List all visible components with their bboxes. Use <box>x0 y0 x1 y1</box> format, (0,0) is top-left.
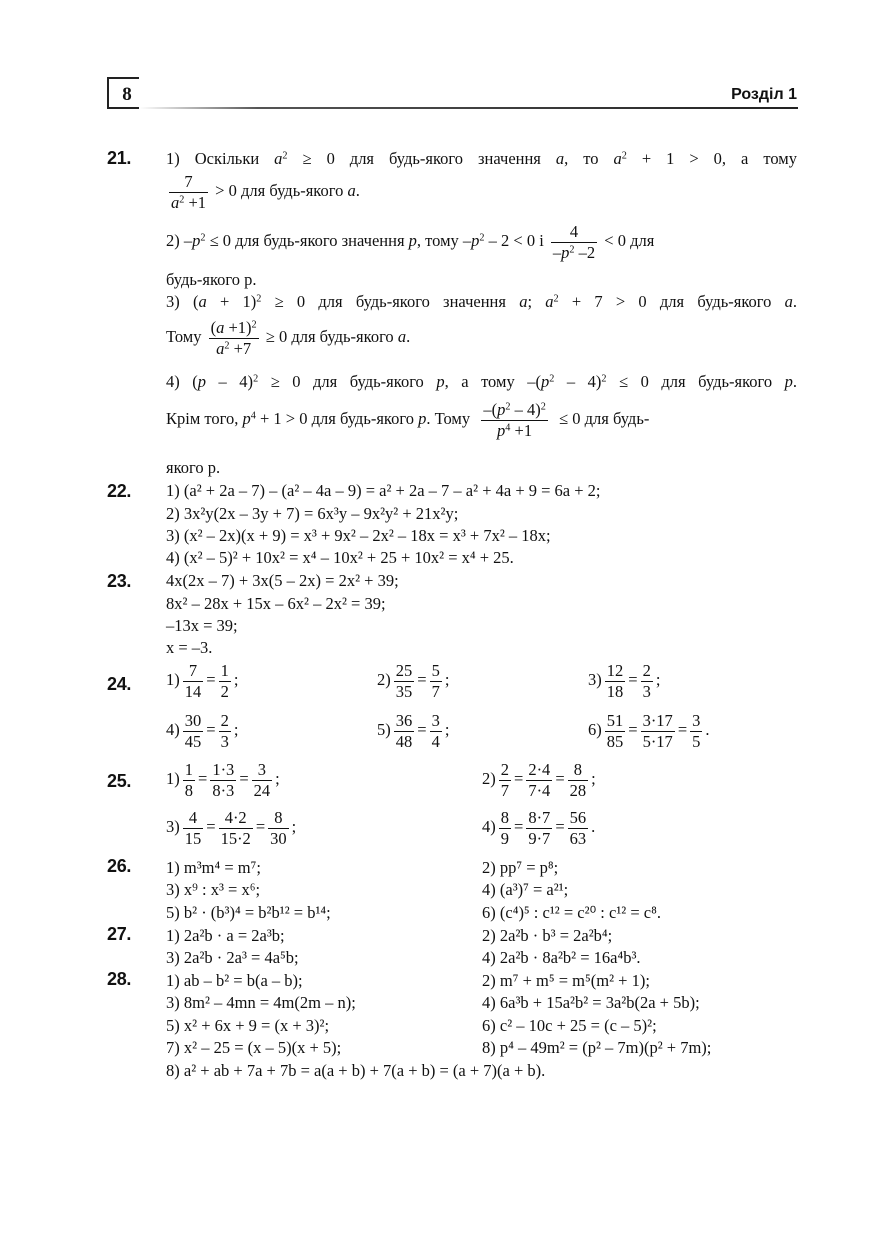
p24-item: 6) $\frac{51}{85}$ = $\frac{3\cdot 17}{5\cdot 17}$ = $\frac{3}{5}$ . <box>588 711 710 751</box>
problem-number: 27. <box>107 924 132 944</box>
p22-line: 4) (x² – 5)² + 10x² = x⁴ – 10x² + 25 + 10x² = x⁴ + 25. <box>166 548 514 567</box>
p28-item: 3) 8m² – 4mn = 4m(2m – n); <box>166 993 356 1012</box>
p21-line-1-fraction: $\frac{7}{a^2 +1}$ > 0 для будь-якого a. <box>171 172 360 212</box>
p27-item: 3) 2a²b · 2a³ = 4a⁵b; <box>166 948 299 967</box>
p24-item: 1) $\frac{7}{14}$ = $\frac{1}{2}$ ; <box>166 661 239 701</box>
p24-item: 3) $\frac{12}{18}$ = $\frac{2}{3}$ ; <box>588 661 661 701</box>
p28-item: 6) c² – 10c + 25 = (c – 5)²; <box>482 1016 657 1035</box>
p21-line-4: 4) (p – 4)$^2$ ≥ 0 для будь-якого p, а тому $-(p^2 - 4)^2 \le 0$ для будь-якого p. <box>166 372 798 391</box>
problem-number: 22. <box>107 481 132 501</box>
p28-item: 4) 6a³b + 15a²b² = 3a²b(2a + 5b); <box>482 993 700 1012</box>
p23-line: x = –3. <box>166 638 213 657</box>
problem-number: 21. <box>107 148 132 168</box>
p21-line-2b: будь-якого p. <box>166 270 257 289</box>
p28-item: 8) p⁴ – 49m² = (p² – 7m)(p² + 7m); <box>482 1038 712 1057</box>
p26-item: 1) m³m⁴ = m⁷; <box>166 858 261 877</box>
p24-item: 5) $\frac{36}{48}$ = $\frac{3}{4}$ ; <box>377 711 450 751</box>
p21-line-4b: Крім того, $p^4 + 1 > 0$ для будь-якого p. Тому $\frac{-(p^2 - 4)^2}{p^4 +1}$ ≤ 0 для будь- <box>166 400 650 440</box>
p26-item: 3) x⁹ : x³ = x⁶; <box>166 880 261 899</box>
p23-line: 8x² – 28x + 15x – 6x² – 2x² = 39; <box>166 594 386 613</box>
p28-item: 7) x² – 25 = (x – 5)(x + 5); <box>166 1038 342 1057</box>
p28-item: 2) m⁷ + m⁵ = m⁵(m² + 1); <box>482 971 650 990</box>
p27-item: 4) 2a²b · 8a²b² = 16a⁴b³. <box>482 948 641 967</box>
p28-item: 5) x² + 6x + 9 = (x + 3)²; <box>166 1016 330 1035</box>
p21-line-1: 1) Оскільки $a^2 \ge 0$ для будь-якого значення a, то $a^2 + 1 > 0$, а тому <box>166 149 797 168</box>
p28-item: 1) ab – b² = b(a – b); <box>166 971 303 990</box>
p27-item: 2) 2a²b · b³ = 2a²b⁴; <box>482 926 613 945</box>
p25-item: 2) $\frac{2}{7}$ = $\frac{2\cdot 4}{7\cdot 4}$ = $\frac{8}{28}$ ; <box>482 760 596 800</box>
p24-item: 2) $\frac{25}{35}$ = $\frac{5}{7}$ ; <box>377 661 450 701</box>
problem-number: 26. <box>107 856 132 876</box>
p27-item: 1) 2a²b · a = 2a³b; <box>166 926 285 945</box>
p21-line-2: 2) $-p^2 \le 0$ для будь-якого значення p, тому $-p^2 - 2 < 0$ і $\frac{4}{-p^2 -2}$ < 0 для <box>166 222 655 262</box>
header-rule <box>139 107 798 109</box>
section-title: Розділ 1 <box>731 86 797 103</box>
problem-number: 23. <box>107 571 132 591</box>
p25-item: 3) $\frac{4}{15}$ = $\frac{4\cdot 2}{15\cdot 2}$ = $\frac{8}{30}$ ; <box>166 808 297 848</box>
problem-number: 24. <box>107 674 132 694</box>
problem-number: 25. <box>107 771 132 791</box>
p26-item: 2) pp⁷ = p⁸; <box>482 858 559 877</box>
p25-item: 4) $\frac{8}{9}$ = $\frac{8\cdot 7}{9\cdot 7}$ = $\frac{56}{63}$ . <box>482 808 596 848</box>
p26-item: 5) b² · (b³)⁴ = b²b¹² = b¹⁴; <box>166 903 331 922</box>
problem-number: 28. <box>107 969 132 989</box>
page-number: 8 <box>122 84 132 105</box>
p23-line: 4x(2x – 7) + 3x(5 – 2x) = 2x² + 39; <box>166 571 399 590</box>
p24-item: 4) $\frac{30}{45}$ = $\frac{2}{3}$ ; <box>166 711 239 751</box>
p21-line-4c: якого p. <box>166 458 221 477</box>
p23-line: –13x = 39; <box>166 616 238 635</box>
p21-line-3: 3) $(a + 1)^2 \ge 0$ для будь-якого значення a; $a^2 + 7 > 0$ для будь-якого a. <box>166 292 797 311</box>
p21-line-3b: Тому $\frac{(a +1)^2}{a^2 +7}$ ≥ 0 для будь-якого a. <box>166 318 411 358</box>
p26-item: 6) (c⁴)⁵ : c¹² = c²⁰ : c¹² = c⁸. <box>482 903 661 922</box>
p22-line: 3) (x² – 2x)(x + 9) = x³ + 9x² – 2x² – 18x = x³ + 7x² – 18x; <box>166 526 551 545</box>
p22-line: 1) (a² + 2a – 7) – (a² – 4a – 9) = a² + 2a – 7 – a² + 4a + 9 = 6a + 2; <box>166 481 601 500</box>
p22-line: 2) 3x²y(2x – 3y + 7) = 6x³y – 9x²y² + 21x²y; <box>166 504 459 523</box>
p26-item: 4) (a³)⁷ = a²¹; <box>482 880 569 899</box>
p28-item: 8) a² + ab + 7a + 7b = a(a + b) + 7(a + b) = (a + 7)(a + b). <box>166 1061 546 1080</box>
p25-item: 1) $\frac{1}{8}$ = $\frac{1\cdot 3}{8\cdot 3}$ = $\frac{3}{24}$ ; <box>166 760 280 800</box>
